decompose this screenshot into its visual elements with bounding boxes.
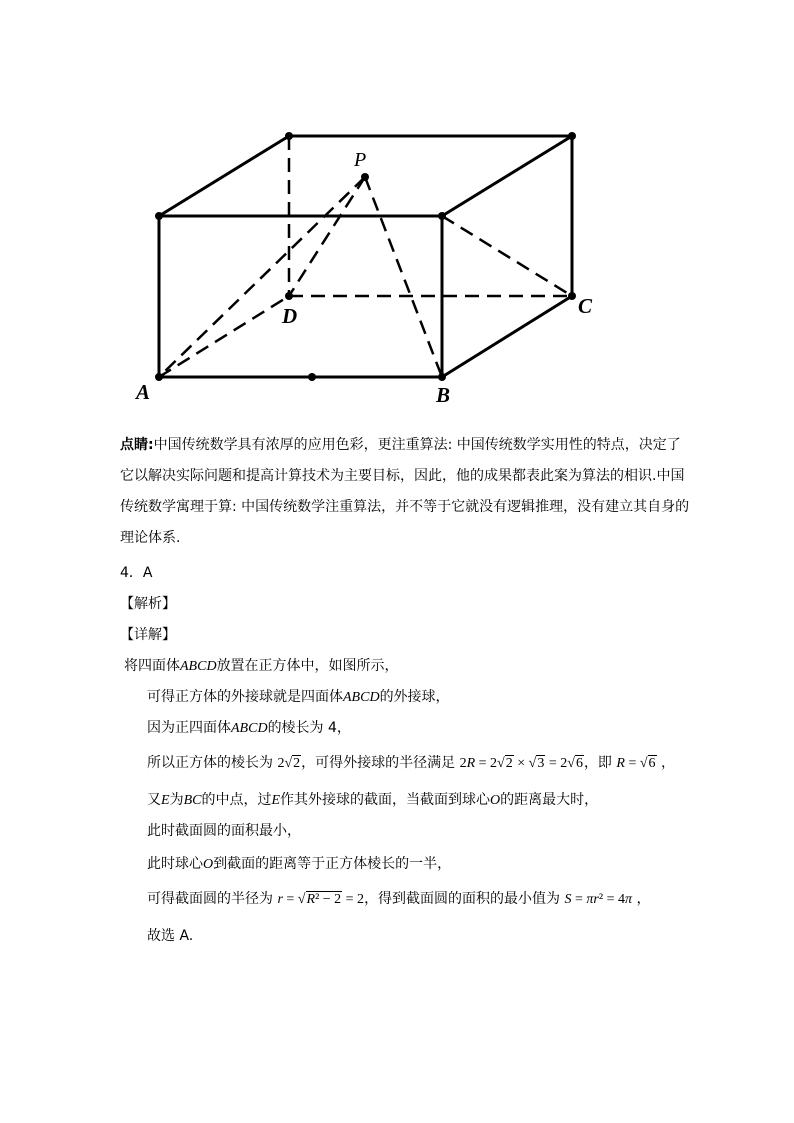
vertex-dot-A [155, 373, 163, 381]
label-P: P [354, 149, 367, 171]
edge-top-left [159, 136, 289, 216]
edge-PA [159, 177, 365, 377]
vertex-dot-B [438, 373, 446, 381]
label-D: D [282, 304, 298, 328]
label-A: A [136, 380, 151, 404]
vertex-dot-C [568, 292, 576, 300]
solution-line-8: 可得截面圆的半径为 r = √R² − 2 = 2，得到截面圆的面积的最小值为 S = πr² = 4π ， [147, 891, 651, 907]
edge-bottom-right [442, 296, 572, 377]
edge-PB [365, 177, 442, 377]
edge-PC [442, 216, 572, 296]
edge-top-right [442, 136, 572, 216]
midpoint-dot [308, 373, 316, 381]
solution-line-5: 又E为BC的中点，过E作其外接球的截面，当截面到球心O的距离最大时， [147, 792, 599, 808]
formula-r: r = √R² − 2 = 2 [277, 892, 365, 907]
solution-line-6: 此时截面圆的面积最小， [147, 823, 301, 839]
section-detail: 【详解】 [120, 627, 176, 643]
note-heading: 点睛: [120, 437, 154, 453]
cuboid-figure [0, 0, 794, 420]
edge-hidden-AD [159, 296, 289, 377]
vertex-dot [438, 212, 446, 220]
answer-number: 4．A [120, 565, 153, 581]
vertex-dot [155, 212, 163, 220]
section-analysis: 【解析】 [120, 596, 176, 612]
vertex-dot-D [285, 292, 293, 300]
solution-line-2: 可得正方体的外接球就是四面体ABCD的外接球， [147, 689, 450, 705]
formula-radius: 2R = 2√2 × √3 = 2√6 [459, 756, 583, 771]
vertex-dot [568, 132, 576, 140]
formula-S: S = πr² = 4π [564, 892, 632, 907]
label-B: B [436, 383, 451, 407]
label-C: C [578, 294, 593, 318]
solution-line-7: 此时球心O到截面的距离等于正方体棱长的一半， [147, 856, 452, 872]
solution-line-9: 故选 A. [147, 928, 194, 944]
vertex-dot [285, 132, 293, 140]
note-paragraph [120, 430, 690, 554]
solution-line-4: 所以正方体的棱长为 2√2，可得外接球的半径满足 2R = 2√2 × √3 = 2√6，即 R = √6 ， [147, 755, 675, 771]
edge-PD [289, 177, 365, 296]
formula-R: R = √6 [616, 756, 656, 771]
solution-line-1: 将四面体ABCD放置在正方体中，如图所示， [124, 658, 399, 674]
formula-edge: 2√2 [277, 756, 301, 771]
note-body: 中国传统数学具有浓厚的应用色彩，更注重算法: 中国传统数学实用性的特点，决定了它以解决实际问题和提高计算技术为主要目标，因此，他的成果都表此案为算法的相识.中国传统数学寓理于算: 中国传统数学注重算法，并不等于它就没有逻辑推理，没有建立其自身的理论体系. [120, 437, 690, 546]
solution-line-3: 因为正四面体ABCD的棱长为 4， [147, 720, 351, 736]
vertex-dot-P [361, 173, 369, 181]
